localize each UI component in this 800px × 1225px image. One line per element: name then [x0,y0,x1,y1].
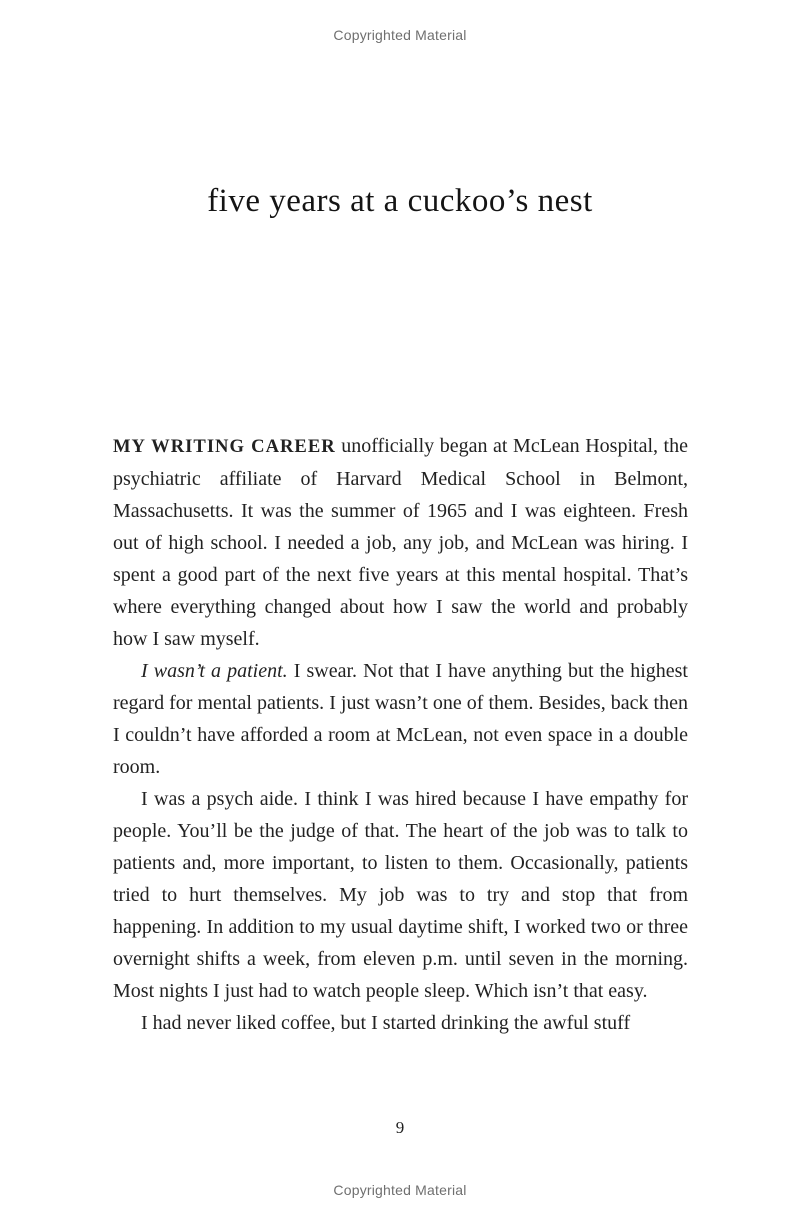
paragraph-2-lead-italic: I wasn’t a patient. [141,660,288,682]
paragraph-2-text: I swear. Not that I have anything but the highest regard for mental patients. I just wasn’t one of them. Besides, back then I couldn’t have afforded a room at McLean, not even space in a double room. [113,660,688,778]
paragraph-1 [113,430,688,655]
copyright-notice-bottom: Copyrighted Material [333,1182,467,1198]
paragraph-2 [113,655,688,783]
body-text [113,430,688,1039]
copyright-notice-top: Copyrighted Material [333,27,467,43]
paragraph-4: I had never liked coffee, but I started drinking the awful stuff [141,1012,631,1034]
chapter-title: five years at a cuckoo’s nest [207,183,593,219]
page-number: 9 [395,1118,405,1137]
paragraph-3: I was a psych aide. I think I was hired because I have empathy for people. You’ll be the judge of that. The heart of the job was to talk to patients and, more important, to listen to them. Occasionally, patients tried to hurt themselves. My job was to try and stop that from happening. In addition to my usual daytime shift, I worked two or three overnight shifts a week, from eleven p.m. until seven in the morning. Most nights I just had to watch people sleep. Which isn’t that easy. [113,788,688,1002]
paragraph-1-text: unofficially began at McLean Hospital, the psychiatric affiliate of Harvard Medical School in Belmont, Massachusetts. It was the summer of 1965 and I was eighteen. Fresh out of high school. I needed a job, any job, and McLean was hiring. I spent a good part of the next five years at this mental hospital. That’s where everything changed about how I saw the world and probably how I saw myself. [113,435,688,650]
paragraph-1-lead: MY WRITING CAREER [113,436,336,457]
